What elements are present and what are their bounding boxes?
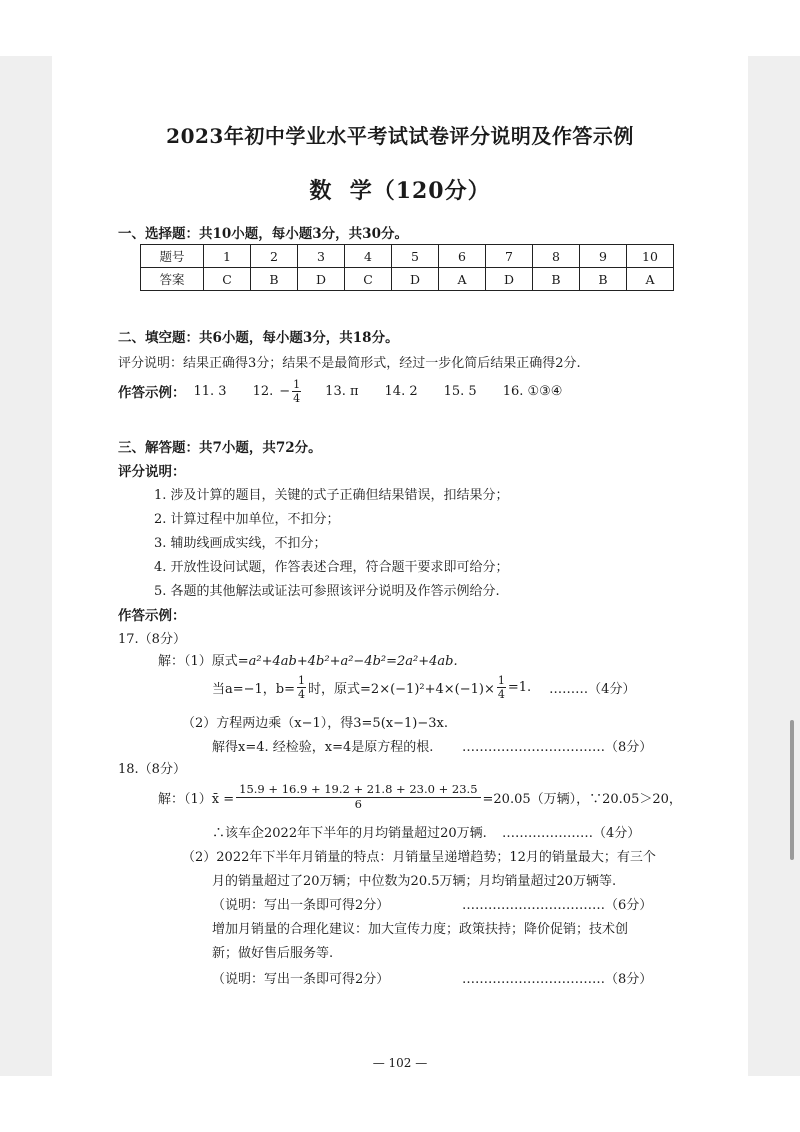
q18-l1-prefix: 解：（1）x̄ =	[158, 791, 235, 807]
right-margin	[748, 56, 800, 1076]
table-cell: B	[251, 268, 298, 291]
section-2-examples	[118, 374, 562, 408]
answer-12-sign: −	[279, 383, 291, 399]
answer-15: 15. 5	[443, 383, 477, 399]
scrollbar[interactable]	[790, 720, 794, 860]
q18-line-2: ∴该车企2022年下半年的月均销量超过20万辆.	[212, 826, 487, 841]
page-number: — 102 —	[372, 1056, 428, 1070]
left-margin	[0, 56, 52, 1076]
table-cell: D	[486, 268, 533, 291]
q18-l1-post: =20.05（万辆），∵20.05＞20，	[482, 791, 682, 807]
table-cell: A	[627, 268, 674, 291]
scoring-note-5: 5. 各题的其他解法或证法可参照该评分说明及作答示例给分.	[154, 584, 500, 599]
q17-l2-end: =1.	[507, 679, 532, 695]
q18-score-6: ……………………………（6分）	[462, 898, 653, 913]
q18-line-7: 新；做好售后服务等.	[212, 946, 334, 961]
answer-13: 13. π	[325, 383, 359, 399]
answer-12-label: 12.	[252, 383, 274, 399]
q18-label: 18.（8分）	[118, 762, 186, 777]
table-cell: 4	[345, 245, 392, 268]
table-cell: D	[392, 268, 439, 291]
table-cell: D	[298, 268, 345, 291]
example-label: 作答示例：	[118, 385, 186, 401]
q17-line-1	[158, 650, 458, 669]
q17-score-4: ………（4分）	[549, 681, 636, 697]
fraction-numerator: 1	[497, 673, 505, 687]
section-2-note: 评分说明：结果正确得3分；结果不是最简形式，经过一步化简后结果正确得2分.	[118, 356, 581, 371]
q17-l1-prefix: 解：（1）原式=	[158, 654, 249, 669]
q17-fraction-1	[297, 675, 306, 700]
answer-16: 16. ①③④	[502, 383, 563, 399]
q18-line-3: （2）2022年下半年月销量的特点：月销量呈递增趋势；12月的销量最大；有三个	[182, 850, 656, 865]
q17-l1-expression: a²+4ab+4b²+a²−4b²=2a²+4ab.	[248, 654, 458, 669]
q17-l2-middle: 时，原式=2×(−1)²+4×(−1)×	[308, 681, 495, 697]
table-cell: C	[204, 268, 251, 291]
answer-table	[140, 244, 674, 291]
section-3-heading: 三、解答题：共7小题，共72分。	[118, 440, 322, 456]
table-cell: 3	[298, 245, 345, 268]
row-header-numbers: 题号	[141, 245, 204, 268]
fraction-numerator: 1	[298, 673, 306, 687]
document-title: 2023年初中学业水平考试试卷评分说明及作答示例	[166, 124, 634, 148]
fraction-denominator: 4	[298, 687, 306, 701]
fraction-denominator: 4	[497, 687, 505, 701]
q18-line-6: 增加月销量的合理化建议：加大宣传力度；政策扶持；降价促销；技术创	[212, 922, 629, 937]
table-cell: 6	[439, 245, 486, 268]
q18-line-5: （说明：写出一条即可得2分）	[212, 898, 390, 913]
answer-12-fraction	[292, 379, 301, 404]
q18-line-8: （说明：写出一条即可得2分）	[212, 972, 390, 987]
q17-label: 17.（8分）	[118, 632, 186, 647]
section-3-example-label: 作答示例：	[118, 608, 186, 624]
q17-line-3: （2）方程两边乘（x−1），得3=5(x−1)−3x.	[182, 716, 448, 731]
q17-line-4: 解得x=4. 经检验，x=4是原方程的根.	[212, 740, 434, 755]
q18-score-8: ……………………………（8分）	[462, 972, 653, 987]
table-cell: B	[533, 268, 580, 291]
document-page	[52, 56, 748, 1076]
table-cell: 2	[251, 245, 298, 268]
section-3-note-label: 评分说明：	[118, 464, 186, 480]
q17-line-2	[212, 670, 635, 704]
section-2-heading: 二、填空题：共6小题，每小题3分，共18分。	[118, 330, 399, 346]
table-cell: 10	[627, 245, 674, 268]
q18-line-4: 月的销量超过了20万辆；中位数为20.5万辆；月均销量超过20万辆等.	[212, 874, 617, 889]
table-row-numbers	[141, 245, 674, 268]
table-cell: 9	[580, 245, 627, 268]
table-cell: 5	[392, 245, 439, 268]
table-row-answers	[141, 268, 674, 291]
section-1-heading: 一、选择题：共10小题，每小题3分，共30分。	[118, 226, 408, 242]
table-cell: A	[439, 268, 486, 291]
scoring-note-3: 3. 辅助线画成实线，不扣分；	[154, 536, 327, 551]
table-cell: 8	[533, 245, 580, 268]
q17-l2-prefix: 当a=−1，b=	[212, 681, 296, 697]
q18-mean-fraction	[236, 783, 480, 811]
answer-14: 14. 2	[384, 383, 418, 399]
table-cell: C	[345, 268, 392, 291]
answer-11: 11. 3	[193, 383, 227, 399]
scoring-note-1: 1. 涉及计算的题目，关键的式子正确但结果错误，扣结果分；	[154, 488, 509, 503]
fraction-numerator: 15.9 + 16.9 + 19.2 + 21.8 + 23.0 + 23.5	[236, 783, 480, 798]
table-cell: 1	[204, 245, 251, 268]
fraction-denominator: 4	[293, 391, 301, 405]
table-cell: 7	[486, 245, 533, 268]
fraction-numerator: 1	[293, 377, 301, 391]
q17-fraction-2	[497, 675, 506, 700]
scoring-note-2: 2. 计算过程中加单位，不扣分；	[154, 512, 340, 527]
q17-score-8: ……………………………（8分）	[462, 740, 653, 755]
q18-score-4: …………………（4分）	[502, 826, 641, 841]
q18-line-1	[158, 772, 682, 822]
subject-title: 数 学（120分）	[309, 178, 491, 204]
fraction-denominator: 6	[354, 796, 362, 811]
table-cell: B	[580, 268, 627, 291]
row-header-answers: 答案	[141, 268, 204, 291]
scoring-note-4: 4. 开放性设问试题，作答表述合理，符合题干要求即可给分；	[154, 560, 509, 575]
